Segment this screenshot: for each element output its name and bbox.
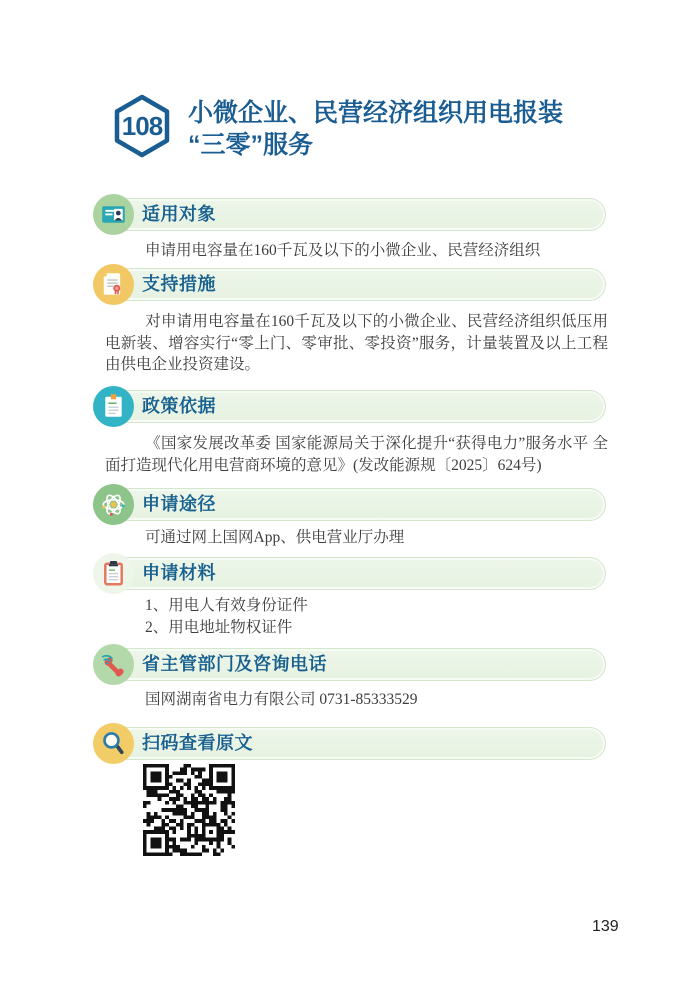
support-text: 对申请用电容量在160千瓦及以下的小微企业、民营经济组织低压用电新装、增容实行“零上门、零审批、零投资”服务，计量装置及以上工程由供电企业投资建设。 xyxy=(105,313,608,373)
section-header-support xyxy=(95,268,606,301)
page-number: 139 xyxy=(592,918,619,935)
section-header-materials xyxy=(95,557,606,590)
section-title: 支持措施 xyxy=(142,274,216,294)
page-title-line1: 小微企业、民营经济组织用电报装 xyxy=(188,99,564,127)
page-title xyxy=(188,97,628,161)
department-text: 国网湖南省电力有限公司 0731-85333529 xyxy=(145,691,418,708)
section-title: 省主管部门及咨询电话 xyxy=(142,654,327,674)
certificate-icon xyxy=(93,264,134,305)
magnifier-icon xyxy=(93,723,134,764)
applicable-text: 申请用电容量在160千瓦及以下的小微企业、民营经济组织 xyxy=(145,242,541,259)
policy-document-icon xyxy=(93,386,134,427)
section-title: 申请材料 xyxy=(142,563,216,583)
item-number-badge xyxy=(114,94,170,160)
section-header-department xyxy=(95,648,606,681)
section-header-channels xyxy=(95,488,606,521)
section-header-applicable xyxy=(95,198,606,231)
policy-text: 《国家发展改革委 国家能源局关于深化提升“获得电力”服务水平 全面打造现代化用电营商环境的意见》(发改能源规〔2025〕624号) xyxy=(105,435,608,474)
section-title: 适用对象 xyxy=(142,204,216,224)
clipboard-icon xyxy=(93,553,134,594)
materials-item-1: 1、用电人有效身份证件 xyxy=(145,597,308,614)
section-title: 申请途径 xyxy=(142,494,216,514)
qr-code xyxy=(143,764,235,856)
badge-number: 108 xyxy=(121,110,163,141)
phone-icon xyxy=(93,644,134,685)
section-title: 政策依据 xyxy=(142,396,216,416)
id-card-icon xyxy=(93,194,134,235)
atom-icon xyxy=(93,484,134,525)
section-header-qrcode xyxy=(95,727,606,760)
channels-text: 可通过网上国网App、供电营业厅办理 xyxy=(145,529,405,546)
page-title-line2: “三零”服务 xyxy=(188,131,314,159)
section-title: 扫码查看原文 xyxy=(142,733,253,753)
section-header-policy xyxy=(95,390,606,423)
materials-item-2: 2、用电地址物权证件 xyxy=(145,619,293,636)
